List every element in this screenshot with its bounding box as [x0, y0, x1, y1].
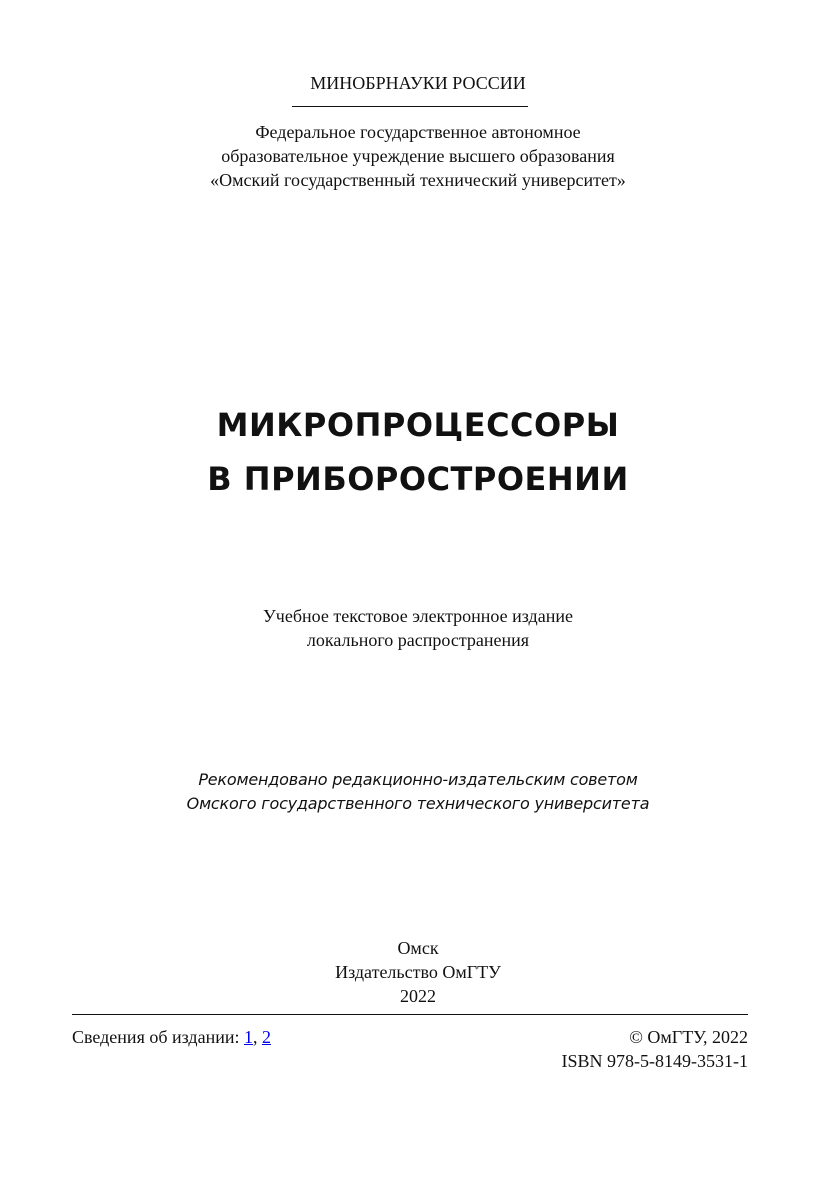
copyright-text: © ОмГТУ, 2022 — [629, 1027, 748, 1047]
edition-line: локального распространения — [306, 630, 530, 650]
recommendation-note — [0, 768, 836, 816]
recommendation-line: Рекомендовано редакционно-издательским советом — [198, 770, 638, 789]
institution-name — [0, 120, 836, 192]
edition-info-link-2[interactable]: 2 — [261, 1027, 271, 1047]
copyright-block — [562, 1025, 749, 1073]
edition-info-label: Сведения об издании: — [72, 1027, 240, 1047]
ministry-divider — [292, 106, 528, 107]
ministry-name — [0, 72, 836, 94]
link-separator: , — [252, 1027, 258, 1047]
isbn-text: ISBN 978-5-8149-3531-1 — [561, 1051, 748, 1071]
edition-info — [72, 1025, 271, 1049]
imprint — [0, 936, 836, 1008]
imprint-publisher: Издательство ОмГТУ — [335, 962, 501, 982]
edition-line: Учебное текстовое электронное издание — [263, 606, 573, 626]
edition-type — [0, 604, 836, 652]
footer-divider — [72, 1014, 748, 1015]
ministry-label: МИНОБРНАУКИ РОССИИ — [310, 73, 526, 93]
institution-line: образовательное учреждение высшего образования — [221, 146, 615, 166]
recommendation-line: Омского государственного технического университета — [186, 794, 650, 813]
institution-line: Федеральное государственное автономное — [255, 122, 581, 142]
title-line: В ПРИБОРОСТРОЕНИИ — [207, 460, 629, 498]
institution-line: «Омский государственный технический университет» — [210, 170, 626, 190]
title-line: МИКРОПРОЦЕССОРЫ — [216, 406, 620, 444]
edition-info-link-1[interactable]: 1 — [243, 1027, 253, 1047]
document-title — [0, 398, 836, 506]
imprint-city: Омск — [397, 938, 439, 958]
imprint-year: 2022 — [400, 986, 436, 1006]
